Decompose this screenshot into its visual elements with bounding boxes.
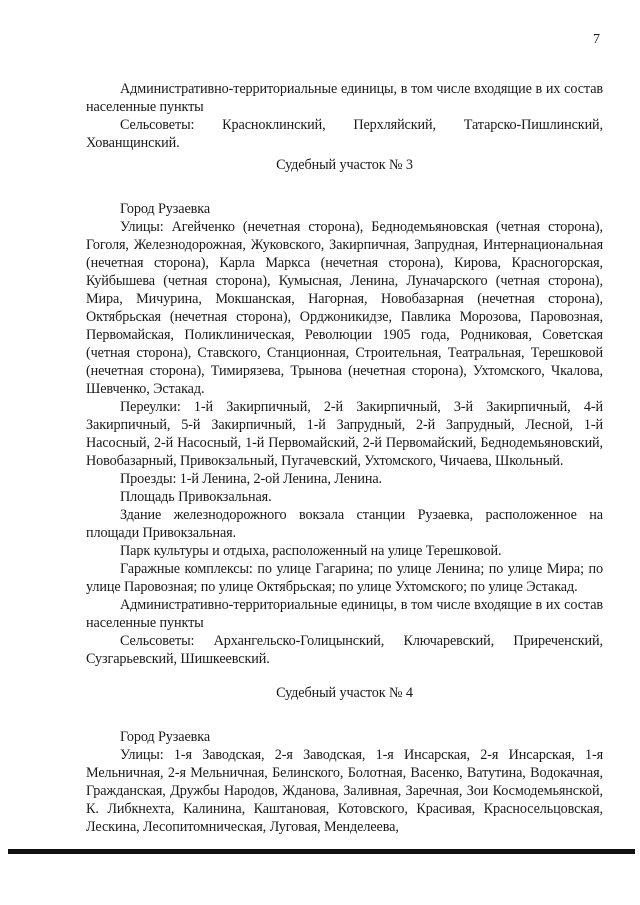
streets-paragraph: Улицы: 1-я Заводская, 2-я Заводская, 1-я Инсарская, 2-я Инсарская, 1-я Мельничная, 2-я Мельничная, Белинского, Болотная, Васенко, Ватутина, Водокачная, Гражданская, Дружбы Народов, Жданова, Заливная, Заречная, Зои Космодемьянской, К. Либкнехта, Калинина, Каштановая, Котовского, Красивая, Красносельцовская, Лескина, Лесопитомническая, Луговая, Менделеева, <box>86 747 603 835</box>
city-name: Город Рузаевка <box>120 729 211 745</box>
admin-units-paragraph: Административно-территориальные единицы, в том числе входящие в их состав населенные пункты <box>86 81 603 115</box>
selsovety-paragraph: Сельсоветы: Красноклинский, Перхляйский, Татарско-Пишлинский, Хованщинский. <box>86 117 603 151</box>
page-bottom-rule <box>8 849 635 854</box>
section-heading: Судебный участок № 3 <box>276 157 413 173</box>
passages-paragraph: Проезды: 1-й Ленина, 2-ой Ленина, Ленина. <box>120 471 382 487</box>
garages-paragraph: Гаражные комплексы: по улице Гагарина; по улице Ленина; по улице Мира; по улице Паровозная; по улице Октябрьская; по улице Ухтомского; по улице Эстакад. <box>86 561 603 595</box>
lanes-paragraph: Переулки: 1-й Закирпичный, 2-й Закирпичный, 3-й Закирпичный, 4-й Закирпичный, 5-й Закирпичный, 1-й Запрудный, 2-й Запрудный, Лесной, 1-й Насосный, 2-й Насосный, 1-й Первомайский, 2-й Первомайский, Беднодемьяновский, Новобазарный, Привокзальный, Пугачевский, Ухтомского, Чичаева, Школьный. <box>86 399 603 469</box>
section-heading: Судебный участок № 4 <box>276 685 413 701</box>
station-paragraph: Здание железнодорожного вокзала станции Рузаевка, расположенное на площади Привокзальная. <box>86 507 603 541</box>
square-paragraph: Площадь Привокзальная. <box>120 489 272 505</box>
document-body <box>86 80 603 836</box>
selsovety-paragraph: Сельсоветы: Архангельско-Голицынский, Ключаревский, Приреченский, Сузгарьевский, Шишкеевский. <box>86 633 603 667</box>
city-name: Город Рузаевка <box>120 201 211 217</box>
park-paragraph: Парк культуры и отдыха, расположенный на улице Терешковой. <box>120 543 502 559</box>
admin-units-paragraph: Административно-территориальные единицы, в том числе входящие в их состав населенные пункты <box>86 597 603 631</box>
page-number: 7 <box>593 32 600 47</box>
streets-paragraph: Улицы: Агейченко (нечетная сторона), Беднодемьяновская (четная сторона), Гоголя, Железнодорожная, Жуковского, Закирпичная, Запрудная, Интернациональная (нечетная сторона), Карла Маркса (нечетная сторона), Кирова, Красногорская, Куйбышева (четная сторона), Кумысная, Ленина, Луначарского (четная сторона), Мира, Мичурина, Мокшанская, Нагорная, Новобазарная (нечетная сторона), Октябрьская (нечетная сторона), Орджоникидзе, Павлика Морозова, Паровозная, Первомайская, Поликлиническая, Революции 1905 года, Родниковая, Советская (четная сторона), Ставского, Станционная, Строительная, Театральная, Терешковой (нечетная сторона), Тимирязева, Трынова (нечетная сторона), Ухтомского, Чкалова, Шевченко, Эстакад. <box>86 219 603 397</box>
